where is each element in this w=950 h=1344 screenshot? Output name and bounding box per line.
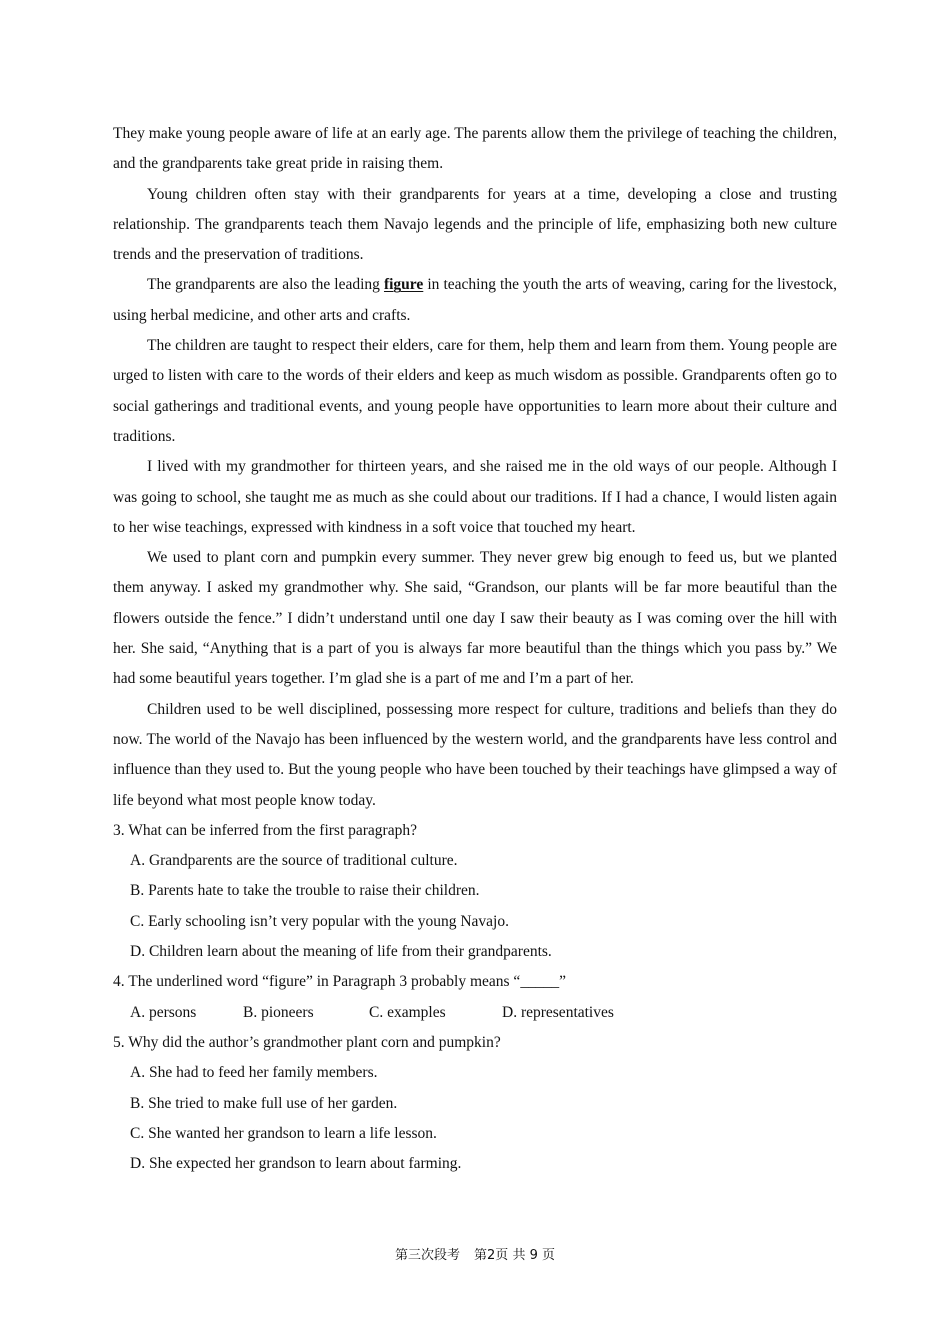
question-3: [113, 816, 837, 967]
option-d: D. representatives: [502, 1003, 614, 1021]
passage-paragraph-5: I lived with my grandmother for thirteen years, and she raised me in the old ways of our people. Although I was going to school, she taught me as much as she could about our traditions. If I had a chance, I would listen again to her wise teachings, expressed with kindness in a soft voice that touched my heart.: [113, 458, 837, 536]
underlined-word-figure: figure: [383, 276, 424, 294]
page-total: 共 9 页: [512, 1248, 555, 1263]
option-b: B. She tried to make full use of her garden.: [130, 1094, 398, 1112]
question-5: [113, 1028, 837, 1179]
option-a: A. She had to feed her family members.: [130, 1064, 378, 1082]
option-b: B. pioneers: [243, 1003, 314, 1021]
options-row: [113, 998, 837, 1028]
passage-paragraph-1: They make young people aware of life at an early age. The parents allow them the privilege of teaching the children, and the grandparents take great pride in raising them.: [113, 125, 837, 173]
question-stem: 4. The underlined word “figure” in Paragraph 3 probably means “_____”: [113, 973, 566, 991]
paragraph-3-rest: in teaching the youth the arts of weaving, caring for the livestock, using herbal medicine, and other arts and crafts.: [113, 276, 837, 324]
page-number: 第2页: [474, 1248, 509, 1263]
option-d: D. Children learn about the meaning of life from their grandparents.: [130, 943, 552, 961]
option-b: B. Parents hate to take the trouble to raise their children.: [130, 882, 480, 900]
option-a: A. Grandparents are the source of traditional culture.: [130, 852, 458, 870]
question-4: [113, 967, 837, 1028]
option-c: C. examples: [369, 1003, 446, 1021]
question-stem: 3. What can be inferred from the first paragraph?: [113, 821, 417, 839]
option-a: A. persons: [130, 1003, 197, 1021]
option-d: D. She expected her grandson to learn about farming.: [130, 1155, 462, 1173]
page-content: [113, 119, 837, 1179]
passage-paragraph-4: The children are taught to respect their elders, care for them, help them and learn from them. Young people are urged to listen with care to the words of their elders and keep as much wisdom as possible. Grandparents often go to social gatherings and traditional events, and young people have opportunities to learn more about their culture and traditions.: [113, 337, 837, 445]
passage-paragraph-2: Young children often stay with their grandparents for years at a time, developing a close and trusting relationship. The grandparents teach them Navajo legends and the principle of life, emphasizing both new culture trends and the preservation of traditions.: [113, 185, 837, 264]
passage-paragraph-6: We used to plant corn and pumpkin every summer. They never grew big enough to feed us, but we planted them anyway. I asked my grandmother why. She said, “Grandson, our plants will be far more beautiful than the flowers outside the fence.” I didn’t understand until one day I saw their beauty as I was coming over the hill with her. She said, “Anything that is a part of you is always far more beautiful than the things which you pass by.” We had some beautiful years together. I’m glad she is a part of me and I’m a part of her.: [113, 549, 837, 688]
option-c: C. Early schooling isn’t very popular with the young Navajo.: [130, 912, 509, 930]
option-c: C. She wanted her grandson to learn a life lesson.: [130, 1124, 437, 1142]
exam-name: 第三次段考: [395, 1248, 461, 1263]
page-footer: [0, 1247, 950, 1265]
paragraph-3-lead: The grandparents are also the leading: [147, 276, 384, 294]
question-stem: 5. Why did the author’s grandmother plant corn and pumpkin?: [113, 1033, 501, 1051]
passage-paragraph-7: Children used to be well disciplined, possessing more respect for culture, traditions and beliefs than they do now. The world of the Navajo has been influenced by the western world, and the grandparents have less control and influence than they used to. But the young people who have been touched by their teachings have glimpsed a way of life beyond what most people know today.: [113, 700, 837, 809]
passage-paragraph-3: [113, 270, 837, 331]
